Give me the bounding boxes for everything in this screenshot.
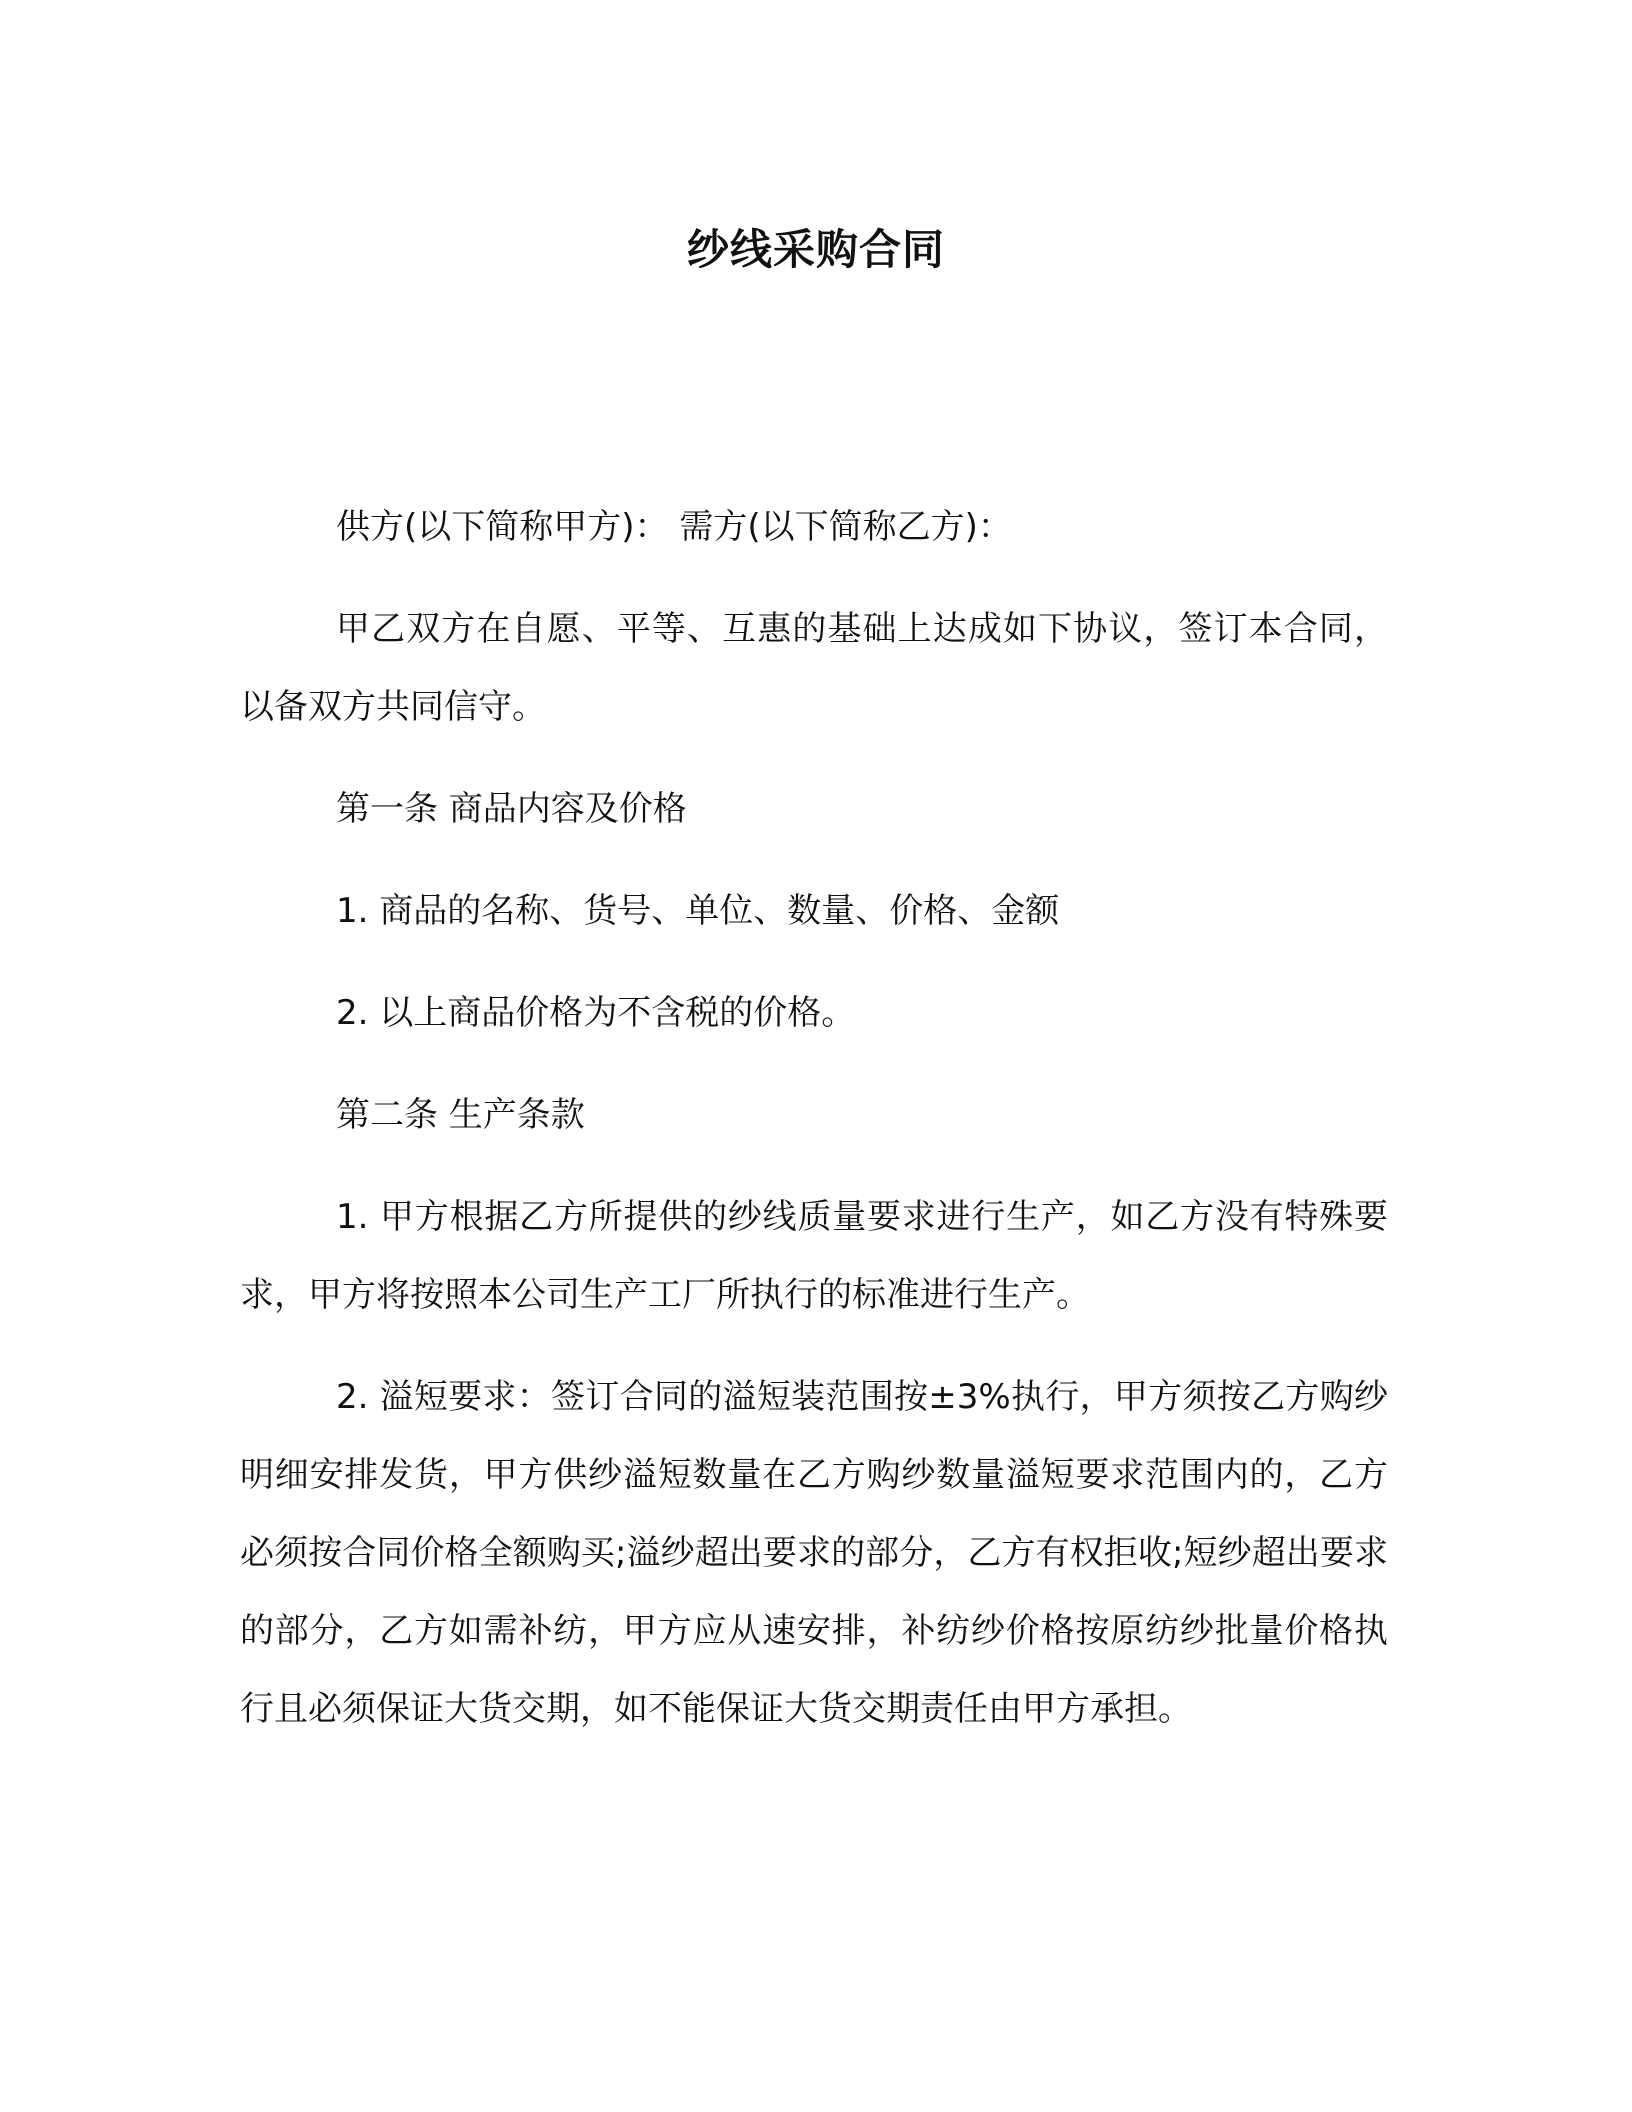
document-body: [240, 488, 1388, 1772]
article-two-item-1: 1. 甲方根据乙方所提供的纱线质量要求进行生产，如乙方没有特殊要求，甲方将按照本公司生产工厂所执行的标准进行生产。: [240, 1197, 1388, 1315]
article-two-heading: 第二条 生产条款: [336, 1095, 585, 1135]
parties-line: 供方(以下简称甲方)： 需方(以下简称乙方)：: [336, 507, 1012, 547]
article-two-item-2: 2. 溢短要求：签订合同的溢短装范围按±3%执行，甲方须按乙方购纱明细安排发货，甲方供纱溢短数量在乙方购纱数量溢短要求范围内的，乙方必须按合同价格全额购买;溢纱超出要求的部分，乙方有权拒收;短纱超出要求的部分，乙方如需补纺，甲方应从速安排，补纺纱价格按原纺纱批量价格执行且必须保证大货交期，如不能保证大货交期责任由甲方承担。: [240, 1377, 1388, 1729]
article-one-heading: 第一条 商品内容及价格: [336, 789, 687, 829]
document-title: 纱线采购合同: [686, 225, 945, 274]
agreement-intro-paragraph: 甲乙双方在自愿、平等、互惠的基础上达成如下协议，签订本合同，以备双方共同信守。: [240, 609, 1388, 727]
article-one-item-2: 2. 以上商品价格为不含税的价格。: [336, 993, 856, 1033]
article-one-item-1: 1. 商品的名称、货号、单位、数量、价格、金额: [336, 891, 1060, 931]
